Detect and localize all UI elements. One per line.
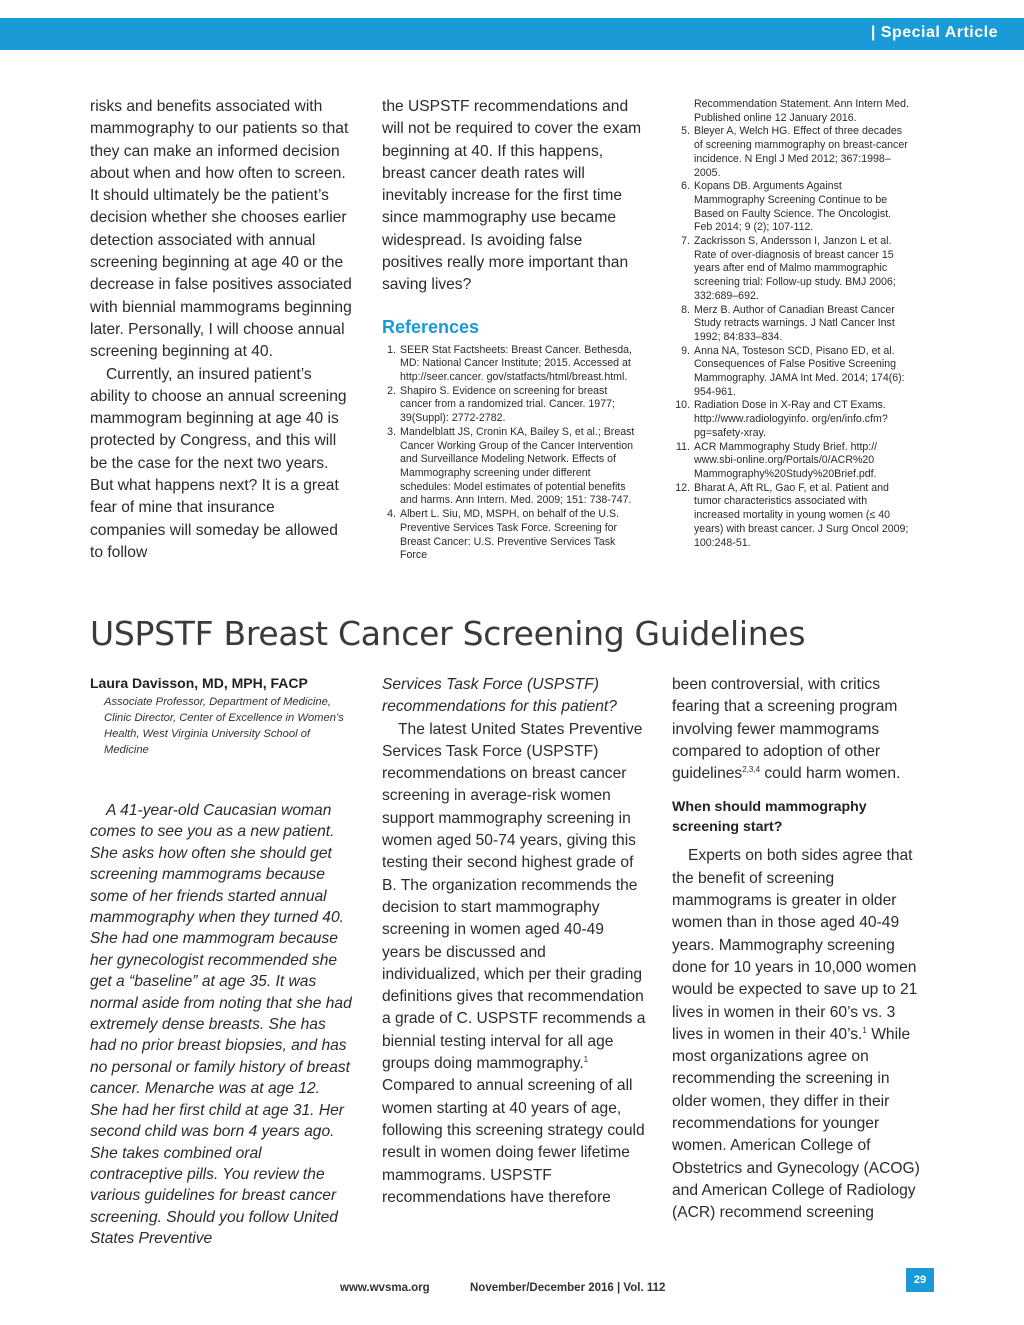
author-name: Laura Davisson, MD, MPH, FACP — [90, 675, 308, 691]
paragraph: Currently, an insured patient’s ability to choose an annual screening mammogram beginning at age 40 is protected by Congress, and this will be the case for the next two years. But what happens next? It is a great fear of mine that insurance companies will someday be allowed to follow — [90, 365, 347, 561]
reference-item: 12. Bharat A, Aft RL, Gao F, et al. Patient and tumor characteristics associated with increased mortality in young women (≤ 40 years) with breast cancer. J Surg Oncol 2009; 100:248-51. — [675, 481, 909, 549]
article-col3 — [672, 674, 928, 1225]
reference-item: 9. Anna NA, Tosteson SCD, Pisano ED, et al. Consequences of False Positive Screening Mammography. JAMA Int Med. 2014; 174(6): 954-961. — [681, 344, 905, 398]
prev-article-col1 — [90, 96, 352, 564]
references-col3 — [672, 98, 910, 550]
references-heading: References — [382, 316, 480, 337]
reference-item: 3. Mandelblatt JS, Cronin KA, Bailey S, et al.; Breast Cancer Working Group of the Cancer Intervention and Surveillance Modeling Network. Effects of Mammography screening under different schedules: Model estimates of potential benefits and harms. Ann Intern. Med. 2009; 151: 738-747. — [387, 425, 635, 507]
reference-item: 2. Shapiro S. Evidence on screening for breast cancer from a randomized trial. Cancer. 1977; 39(Suppl): 2772-2782. — [387, 384, 615, 425]
reference-item: 5. Bleyer A, Welch HG. Effect of three decades of screening mammography on breast-cancer incidence. N Engl J Med 2012; 367:1998–2005. — [681, 125, 908, 179]
article-col1 — [90, 675, 352, 1250]
paragraph: The latest United States Preventive Services Task Force (USPSTF) recommendations on breast cancer screening in average-risk women support mammography screening in women aged 50-74 years, giving this testing their second highest grade of B. The organization recommends the decision to start mammography screening in women aged 40-49 years be discussed and individualized, which per their grading definitions gives that recommendation a grade of C. USPSTF recommends a biennial testing interval for all age groups doing mammography.$^1$ Compared to annual screening of all women starting at 40 years of age, following this screening strategy could result in women doing fewer lifetime mammograms. USPSTF recommendations have therefore — [382, 720, 646, 1206]
section-banner — [0, 18, 1024, 50]
paragraph: been controversial, with critics fearing that a screening program involving fewer mammograms compared to adoption of other guidelines$^{2,3,4}$ could harm women. — [672, 676, 901, 783]
reference-item: 11. ACR Mammography Study Brief. http:// www.sbi-online.org/Portals/0/ACR%20 Mammography%20Study%20Brief.pdf. — [676, 440, 878, 480]
reference-item: 1. SEER Stat Factsheets: Breast Cancer. Bethesda, MD: National Cancer Institute; 2015. Accessed at http://seer.cancer. gov/statfacts/html/breast.html. — [387, 343, 633, 384]
section-subheading: When should mammography screening start? — [672, 799, 867, 836]
author-affiliation: Associate Professor, Department of Medicine, Clinic Director, Center of Excellence in Women’s Health, West Virginia University School of Medicine — [104, 696, 344, 756]
page-number: 29 — [906, 1268, 934, 1292]
footer-website: www.wvsma.org — [340, 1282, 430, 1294]
reference-item: 8. Merz B. Author of Canadian Breast Cancer Study retracts warnings. J Natl Cancer Inst 1992; 84:833–834. — [681, 303, 895, 343]
section-label: | Special Article — [870, 24, 998, 41]
footer-issue: November/December 2016 | Vol. 112 — [470, 1282, 666, 1294]
references-list-right — [672, 98, 910, 550]
paragraph: risks and benefits associated with mammography to our patients so that they can make an informed decision about when and how often to screen. It should ultimately be the patient’s decision whether she chooses earlier detection associated with annual screening beginning at age 40 or the decrease in false positives associated with biennial mammograms beginning later. Personally, I will choose annual screening beginning at 40. — [90, 98, 352, 361]
citation: 1 — [862, 1025, 867, 1035]
citation: 2,3,4 — [742, 765, 761, 774]
reference-item: 7. Zackrisson S, Andersson I, Janzon L et al. Rate of over-diagnosis of breast cancer 15 years after end of Malmo mammographic screening trial: Follow-up study. BMJ 2006; 332:689–692. — [681, 235, 896, 302]
reference-item-continued: Recommendation Statement. Ann Intern Med. Published online 12 January 2016. — [694, 98, 909, 124]
article-col2 — [382, 674, 646, 1209]
reference-item: 4. Albert L. Siu, MD, MSPH, on behalf of the U.S. Preventive Services Task Force. Screening for Breast Cancer: U.S. Preventive Services Task Force — [387, 508, 620, 562]
article-title: USPSTF Breast Cancer Screening Guidelines — [90, 614, 806, 653]
case-question: Services Task Force (USPSTF) recommendations for this patient? — [382, 676, 617, 716]
paragraph: the USPSTF recommendations and will not be required to cover the exam beginning at 40. If this happens, breast cancer death rates will inevitably increase for the first time since mammography use became widespread. Is avoiding false positives really more important than saving lives? — [382, 98, 642, 294]
reference-item: 6. Kopans DB. Arguments Against Mammography Screening Continue to be Based on Faulty Science. The Oncologist. Feb 2014; 9 (2); 107-112. — [681, 180, 892, 234]
references-list-left — [382, 344, 642, 563]
citation: 1 — [583, 1054, 589, 1064]
case-vignette: A 41-year-old Caucasian woman comes to see you as a new patient. She asks how often she should get screening mammograms because some of her friends started annual mammography when they turned 40. She had one mammogram because her gynecologist recommended she get a “baseline” at age 35. It was normal aside from noting that she had extremely dense breasts. She has had no prior breast biopsies, and has no personal or family history of breast cancer. Menarche was at age 12. She had her first child at age 31. Her second child was born 4 years ago. She takes combined oral contraceptive pills. You review the various guidelines for breast cancer screening. Should you follow United States Preventive — [90, 802, 352, 1248]
prev-article-col2 — [382, 96, 642, 563]
reference-item: 10. Radiation Dose in X-Ray and CT Exams. http://www.radiologyinfo. org/en/info.cfm?pg=safety-xray. — [675, 399, 888, 439]
paragraph: Experts on both sides agree that the benefit of screening mammograms is greater in older women than in those aged 40-49 years. Mammography screening done for 10 years in 10,000 women would be expected to save up to 21 lives in women in their 60’s vs. 3 lives in women in their 40’s.$^1$ While most organizations agree on recommending the screening in older women, they differ in their recommendations for younger women. American College of Obstetrics and Gynecology (ACOG) and American College of Radiology (ACR) recommend screening — [672, 847, 920, 1222]
